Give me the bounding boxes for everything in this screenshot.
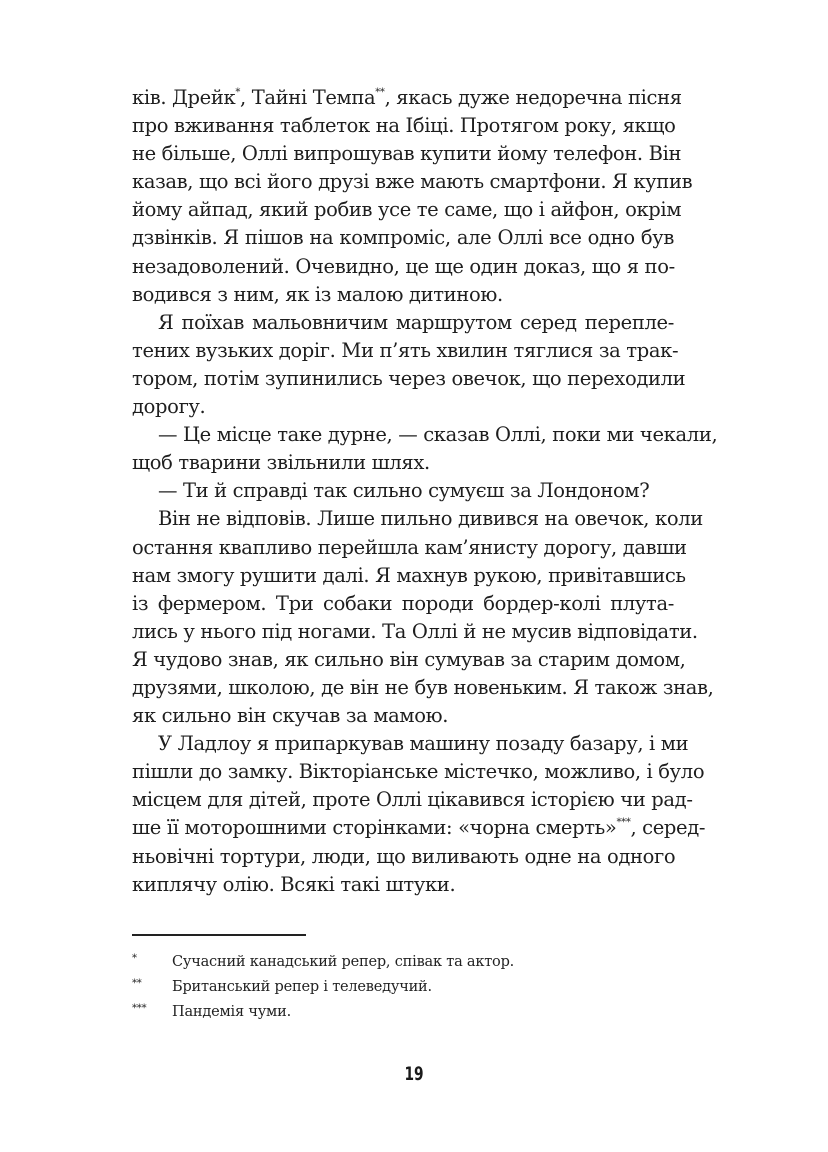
text-line: незадоволений. Очевидно, це ще один доказ, що я по- — [132, 254, 675, 278]
footnote-text: Пандемія чуми. — [172, 1004, 292, 1020]
text-line: як сильно він скучав за мамою. — [132, 704, 449, 728]
text-line: киплячу олію. Всякі такі штуки. — [132, 872, 456, 896]
footnote — [132, 1000, 672, 1025]
footnote-text: Британський репер і телеведучий. — [172, 979, 432, 995]
footnote-mark: *** — [132, 1003, 147, 1014]
text-line: місцем для дітей, проте Оллі цікавився історією чи рад- — [132, 788, 693, 812]
text-fragment: ків. Дрейк — [132, 86, 236, 109]
text-line: йому айпад, який робив усе те саме, що і айфон, окрім — [132, 198, 682, 222]
footnotes — [132, 950, 672, 1025]
text-fragment: ше її моторошними сторінками: «чорна смерть» — [132, 816, 617, 840]
footnote-divider — [132, 934, 306, 936]
text-line: казав, що всі його друзі вже мають смартфони. Я купив — [132, 170, 693, 194]
text-fragment: , серед- — [630, 816, 706, 840]
text-line: пішли до замку. Вікторіанське містечко, можливо, і було — [132, 760, 705, 784]
paragraph-start: Він не відповів. Лише пильно дивився на овечок, коли — [158, 507, 703, 531]
body-text — [132, 84, 718, 899]
text-line: не більше, Оллі випрошував купити йому телефон. Він — [132, 142, 682, 166]
paragraph-start: Я поїхав мальовничим маршрутом серед переплe- — [158, 310, 674, 334]
text-line: про вживання таблеток на Ібіці. Протягом року, якщо — [132, 114, 676, 138]
text-line: лись у нього під ногами. Та Оллі й не мусив відповідати. — [132, 619, 698, 643]
text-line — [132, 84, 682, 112]
text-line: Я чудово знав, як сильно він сумував за старим домом, — [132, 647, 686, 671]
text-line: щоб тварини звільнили шлях. — [132, 451, 430, 475]
footnote-ref[interactable]: * — [235, 87, 241, 98]
footnote — [132, 975, 672, 1000]
footnote-text: Сучасний канадський репер, співак та актор. — [172, 954, 515, 970]
text-line: остання квапливо перейшла кам’янисту дорогу, давши — [132, 535, 687, 559]
text-line: дорогу. — [132, 395, 206, 419]
text-line: дзвінків. Я пішов на компроміс, але Оллі все одно був — [132, 226, 674, 250]
footnote-ref[interactable]: *** — [616, 817, 631, 829]
paragraph-start: У Ладлоу я припаркував машину позаду базару, і ми — [158, 732, 689, 756]
text-line: друзями, школою, де він не був новеньким. Я також знав, — [132, 675, 714, 699]
text-line: нам змогу рушити далі. Я махнув рукою, привітавшись — [132, 563, 686, 587]
footnote-mark: ** — [132, 978, 142, 989]
text-line: тених вузьких доріг. Ми п’ять хвилин тяглися за трак- — [132, 338, 679, 362]
dialogue-line: — Ти й справді так сильно сумуєш за Лондоном? — [158, 479, 650, 503]
text-line — [132, 814, 706, 842]
footnote-ref[interactable]: ** — [375, 87, 385, 98]
text-line: ньовічні тортури, люди, що виливають одне на одного — [132, 844, 676, 868]
text-line: тором, потім зупинились через овечок, що переходили — [132, 366, 686, 390]
text-fragment: , Тайні Темпа — [240, 86, 376, 109]
text-line: із фермером. Три собаки породи бордер-колі плута- — [132, 591, 674, 615]
text-fragment: , якась дуже недоречна пісня — [384, 86, 682, 109]
dialogue-line: — Це місце таке дурне, — сказав Оллі, поки ми чекали, — [158, 423, 718, 447]
footnote-mark: * — [132, 953, 137, 964]
page-number: 19 — [404, 1063, 424, 1085]
footnote — [132, 950, 672, 975]
text-line: водився з ним, як із малою дитиною. — [132, 282, 503, 306]
